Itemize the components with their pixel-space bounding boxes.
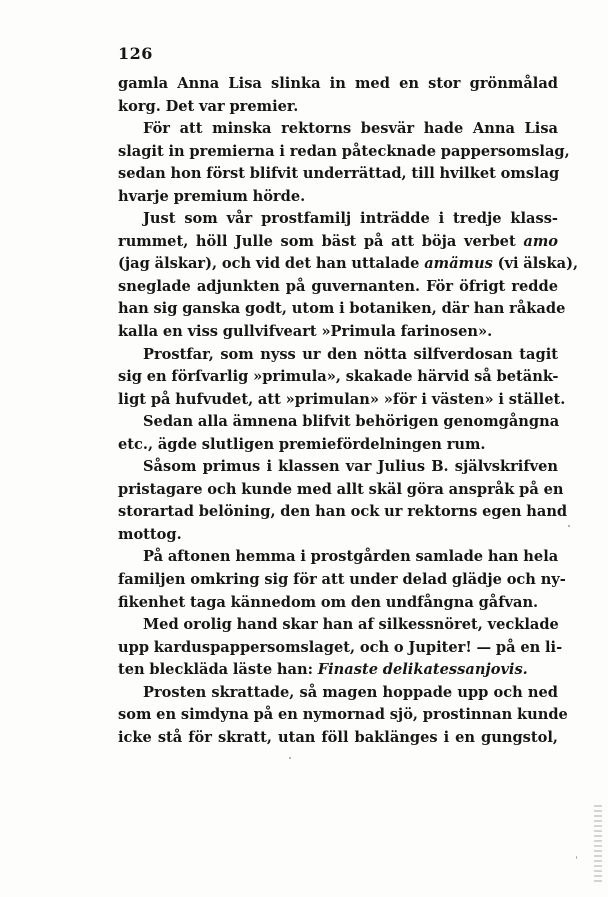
italic-word: amo <box>523 232 559 250</box>
text-line: slagit in premierna i redan påtecknade pappersomslag, <box>118 142 570 160</box>
text-line: Såsom primus i klassen var Julius B. självskrifven <box>143 458 558 476</box>
text-line: fikenhet taga kännedom om den undfångna gåfvan. <box>118 593 539 611</box>
text-line: mottog. <box>118 525 182 543</box>
text-line: Prosten skrattade, så magen hoppade upp och ned <box>143 683 558 701</box>
paper-speck <box>576 856 577 859</box>
page-edge-shadow <box>594 805 602 885</box>
text-line: rummet, höll Julle som bäst på att böja verbet amo <box>118 232 559 250</box>
body-text <box>118 73 579 749</box>
text-line: På aftonen hemma i prostgården samlade han hela <box>143 548 559 566</box>
text-line: sig en förſvarlig »primula», skakade härvid så betänk- <box>118 368 559 386</box>
text-line: sedan hon först blifvit underrättad, till hvilket omslag <box>118 165 560 183</box>
text-line: kalla en viss gullvifveart »Primula farinosen». <box>118 323 493 341</box>
paper-speck <box>568 525 570 527</box>
text-line: korg. Det var premier. <box>118 97 299 115</box>
text-line: sneglade adjunkten på guvernanten. För öfrigt redde <box>118 277 558 295</box>
text-line: pristagare och kunde med allt skäl göra anspråk på en <box>118 480 564 498</box>
text-line: hvarje premium hörde. <box>118 187 306 205</box>
text-line: familjen omkring sig för att under delad glädje och ny- <box>118 571 566 589</box>
text-line: storartad belöning, den han ock ur rektorns egen hand <box>118 503 568 521</box>
text-line: som en simdyna på en nymornad sjö, prostinnan kunde <box>118 706 568 724</box>
text-line: upp karduspappersomslaget, och o Jupiter! — på en li- <box>118 638 563 656</box>
text-line: (jag älskar), och vid det han uttalade amämus (vi älska), <box>118 255 579 273</box>
paper-speck <box>289 757 291 759</box>
text-line: Just som vår prostfamilj inträdde i tredje klass- <box>143 210 558 228</box>
text-line: Med orolig hand skar han af silkessnöret, vecklade <box>143 616 559 634</box>
italic-title: Finaste delikatessanjovis. <box>317 661 528 679</box>
text-line: icke stå för skratt, utan föll baklänges i en gungstol, <box>118 728 558 746</box>
page-number: 126 <box>118 44 153 63</box>
text-line: Sedan alla ämnena blifvit behörigen genomgångna <box>143 413 560 431</box>
text-line: etc., ägde slutligen premiefördelningen rum. <box>118 435 486 453</box>
text-line: För att minska rektorns besvär hade Anna Lisa <box>143 120 558 138</box>
text-line: ten bleckläda läste han: Finaste delikatessanjovis. <box>118 661 528 679</box>
italic-word: amämus <box>424 255 493 273</box>
text-line: gamla Anna Lisa slinka in med en stor grönmålad <box>118 75 558 92</box>
text-line: han sig ganska godt, utom i botaniken, där han råkade <box>118 300 566 318</box>
text-line: ligt på hufvudet, att »primulan» »för i västen» i stället. <box>118 390 566 408</box>
text-line: Prostfar, som nyss ur den nötta silfverdosan tagit <box>143 345 558 363</box>
